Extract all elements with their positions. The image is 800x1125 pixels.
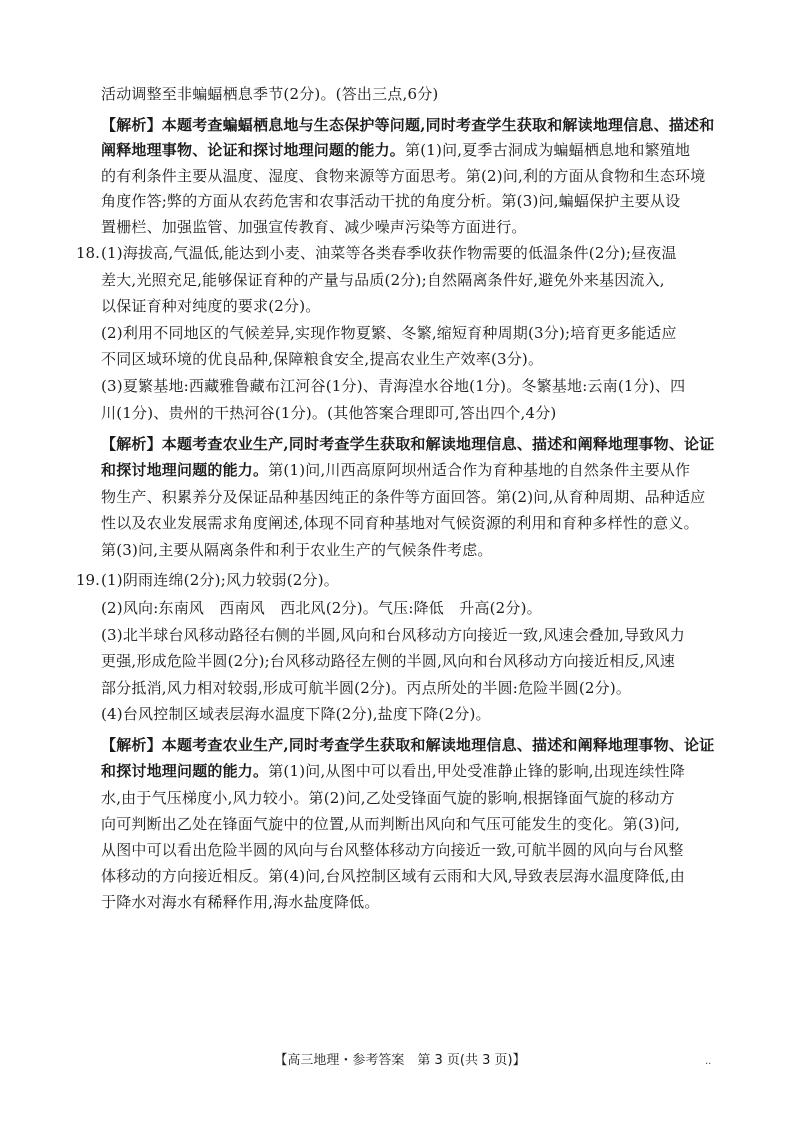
analysis-line	[101, 460, 690, 480]
answer-line: (1)阴雨连绵(2分);风力较弱(2分)。	[101, 571, 339, 589]
analysis-line	[101, 191, 680, 211]
answer-line: 差大,光照充足,能够保证育种的产量与品质(2分);自然隔离条件好,避免外来基因流入,	[101, 271, 665, 289]
analysis-line	[101, 735, 714, 755]
analysis-line	[101, 761, 685, 781]
question-number: 18.	[76, 244, 100, 262]
analysis-line	[101, 840, 684, 860]
analysis-line	[101, 788, 675, 808]
analysis-line	[101, 140, 690, 160]
analysis-text: 水,由于气压梯度小,风力较小。第(2)问,乙处受锋面气旋的影响,根据锋面气旋的移动方	[101, 789, 675, 807]
analysis-line	[101, 814, 680, 834]
analysis-bold: 【解析】本题考查蝙蝠栖息地与生态保护等问题,同时考查学生获取和解读地理信息、描述和	[101, 116, 715, 134]
analysis-text: 性以及农业发展需求角度阐述,体现不同育种基地对气候资源的利用和育种多样性的意义。	[101, 514, 699, 532]
answer-line: 以保证育种对纯度的要求(2分)。	[101, 297, 321, 315]
analysis-text: 的有利条件主要从温度、湿度、食物来源等方面思考。第(2)问,利的方面从食物和生态环境	[101, 167, 706, 185]
answer-line: (3)夏繁基地:西藏雅鲁藏布江河谷(1分)、青海湟水谷地(1分)。冬繁基地:云南(1分)、四	[101, 377, 686, 395]
analysis-bold: 和探讨地理问题的能力。	[101, 461, 269, 479]
answer-line: (4)台风控制区域表层海水温度下降(2分),盐度下降(2分)。	[101, 705, 491, 723]
answer-line: 不同区域环境的优良品种,保障粮食安全,提高农业生产效率(3分)。	[101, 350, 544, 368]
analysis-line	[101, 513, 699, 533]
q17-answer-tail: 活动调整至非蝙蝠栖息季节(2分)。(答出三点,6分)	[101, 85, 439, 103]
analysis-text: 向可判断出乙处在锋面气旋中的位置,从而判断出风向和气压可能发生的变化。第(3)问,	[101, 815, 680, 833]
answer-line: (2)利用不同地区的气候差异,实现作物夏繁、冬繁,缩短育种周期(3分);培育更多能适应	[101, 324, 677, 342]
answer-line: 更强,形成危险半圆(2分);台风移动路径左侧的半圆,风向和台风移动方向接近相反,风速	[101, 652, 676, 670]
analysis-bold: 阐释地理事物、论证和探讨地理问题的能力。	[101, 141, 406, 159]
analysis-text: 置栅栏、加强监管、加强宣传教育、减少噪声污染等方面进行。	[101, 218, 527, 236]
analysis-text: 角度作答;弊的方面从农药危害和农事活动干扰的角度分析。第(3)问,蝙蝠保护主要从设	[101, 192, 681, 210]
analysis-text: 第(1)问,川西高原阿坝州适合作为育种基地的自然条件主要从作	[268, 461, 691, 479]
analysis-text: 第(1)问,夏季古洞成为蝙蝠栖息地和繁殖地	[405, 141, 691, 159]
analysis-bold: 【解析】本题考查农业生产,同时考查学生获取和解读地理信息、描述和阐释地理事物、论证	[101, 435, 715, 453]
answer-line: (2)风向:东南风 西南风 西北风(2分)。气压:降低 升高(2分)。	[101, 599, 542, 617]
analysis-line	[101, 892, 380, 912]
analysis-line	[101, 166, 705, 186]
answer-line: (3)北半球台风移动路径右侧的半圆,风向和台风移动方向接近一致,风速会叠加,导致风力	[101, 626, 685, 644]
analysis-text: 于降水对海水有稀释作用,海水盐度降低。	[101, 893, 380, 911]
analysis-bold: 和探讨地理问题的能力。	[101, 762, 269, 780]
analysis-line	[101, 487, 705, 507]
corner-mark: ··	[705, 1059, 712, 1070]
analysis-line	[101, 434, 714, 454]
analysis-bold: 【解析】本题考查农业生产,同时考查学生获取和解读地理信息、描述和阐释地理事物、论证	[101, 736, 715, 754]
answer-line: 部分抵消,风力相对较弱,形成可航半圆(2分)。丙点所处的半圆:危险半圆(2分)。	[101, 679, 632, 697]
analysis-text: 第(1)问,从图中可以看出,甲处受准静止锋的影响,出现连续性降	[268, 762, 685, 780]
analysis-line	[101, 115, 714, 135]
analysis-text: 从图中可以看出危险半圆的风向与台风整体移动方向接近一致,可航半圆的风向与台风整	[101, 841, 684, 859]
question-number: 19.	[76, 571, 100, 589]
page-footer: 【高三地理・参考答案 第 3 页(共 3 页)】	[274, 1053, 526, 1068]
analysis-text: 物生产、积累养分及保证品种基因纯正的条件等方面回答。第(2)问,从育种周期、品种适应	[101, 488, 706, 506]
analysis-line	[101, 217, 527, 237]
analysis-line	[101, 866, 685, 886]
analysis-text: 第(3)问,主要从隔离条件和利于农业生产的气候条件考虑。	[101, 541, 493, 559]
answer-line: (1)海拔高,气温低,能达到小麦、油菜等各类春季收获作物需要的低温条件(2分);昼夜温	[101, 244, 677, 262]
analysis-line	[101, 540, 493, 560]
answer-line: 川(1分)、贵州的干热河谷(1分)。(其他答案合理即可,答出四个,4分)	[101, 404, 557, 422]
analysis-text: 体移动的方向接近相反。第(4)问,台风控制区域有云雨和大风,导致表层海水温度降低,由	[101, 867, 685, 885]
